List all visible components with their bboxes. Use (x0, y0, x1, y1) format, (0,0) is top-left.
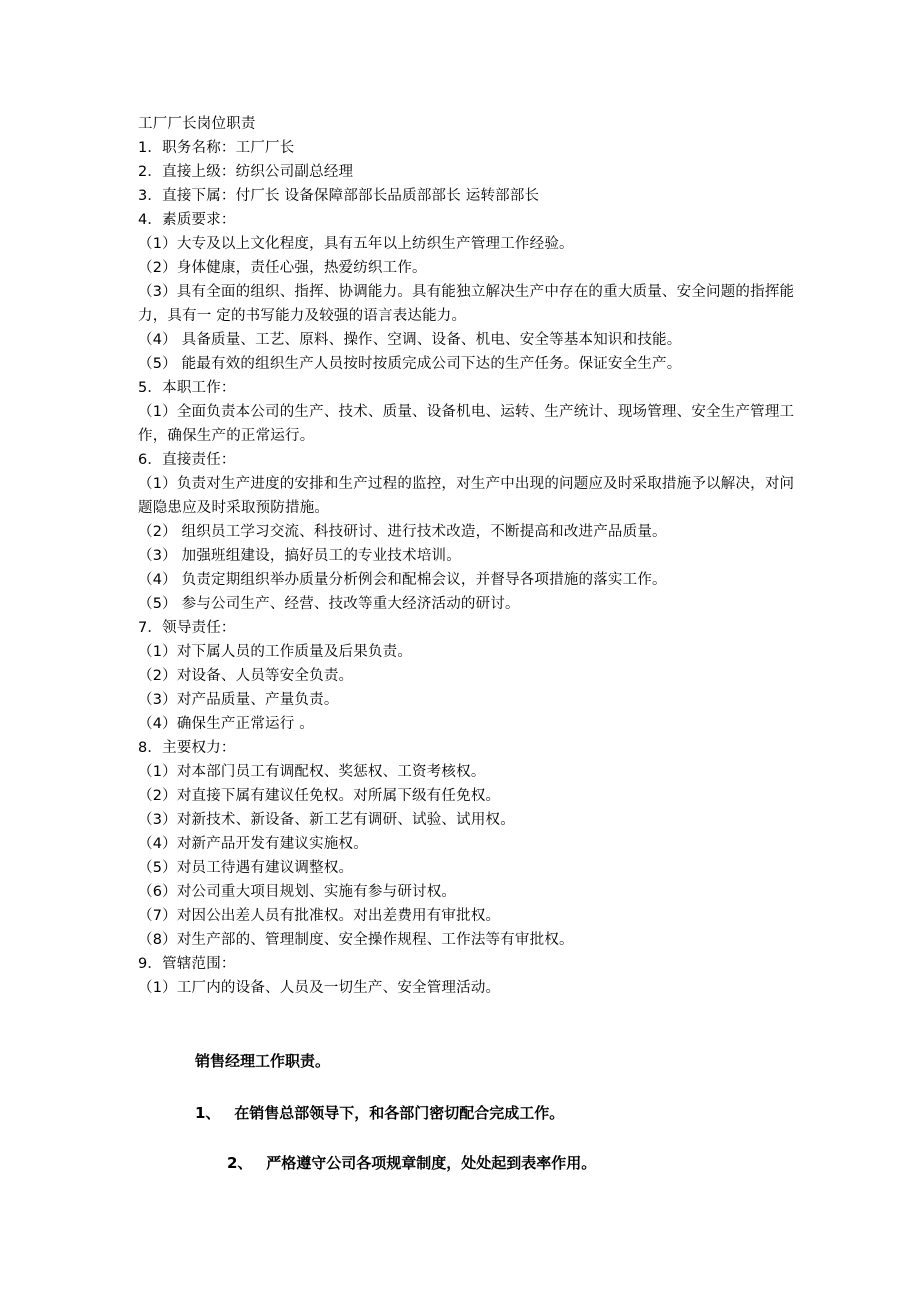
item-number: 2、 (227, 1154, 253, 1172)
doc-line: （4） 具备质量、工艺、原料、操作、空调、设备、机电、安全等基本知识和技能。 (138, 332, 682, 348)
item-text: 在销售总部领导下，和各部门密切配合完成工作。 (234, 1104, 565, 1122)
doc-line: （7）对因公出差人员有批准权。对出差费用有审批权。 (138, 908, 501, 924)
doc-line: （3） 加强班组建设，搞好员工的专业技术培训。 (138, 548, 461, 564)
doc-line: 4．素质要求： (138, 212, 236, 228)
doc-line: （4）确保生产正常运行 。 (138, 716, 314, 732)
doc-line: 9．管辖范围： (138, 956, 236, 972)
doc-line: （2）对直接下属有建议任免权。对所属下级有任免权。 (138, 788, 501, 804)
doc-line: 8．主要权力： (138, 740, 236, 756)
doc-line: （5） 参与公司生产、经营、技改等重大经济活动的研讨。 (138, 596, 520, 612)
doc-line: 2．直接上级：纺织公司副总经理 (138, 164, 354, 180)
doc-line: （4）对新产品开发有建议实施权。 (138, 836, 368, 852)
doc-line: （2）身体健康，责任心强，热爱纺织工作。 (138, 260, 427, 276)
doc-line: （3）具有全面的组织、指挥、协调能力。具有能独立解决生产中存在的重大质量、安全问题的指挥能力，具有一 定的书写能力及较强的语言表达能力。 (138, 284, 795, 324)
factory-director-duties (138, 112, 798, 1000)
item-text: 严格遵守公司各项规章制度，处处起到表率作用。 (266, 1154, 597, 1172)
doc-line: （1）全面负责本公司的生产、技术、质量、设备机电、运转、生产统计、现场管理、安全生产管理工作，确保生产的正常运行。 (138, 404, 795, 444)
doc-line: （4） 负责定期组织举办质量分析例会和配棉会议，并督导各项措施的落实工作。 (138, 572, 667, 588)
doc-line: 1．职务名称：工厂厂长 (138, 140, 295, 156)
doc-line: 6．直接责任： (138, 452, 236, 468)
doc-line: （6）对公司重大项目规划、实施有参与研讨权。 (138, 884, 457, 900)
doc-line: （1）大专及以上文化程度，具有五年以上纺织生产管理工作经验。 (138, 236, 574, 252)
section-title: 销售经理工作职责。 (195, 1052, 331, 1070)
doc-line: （2）对设备、人员等安全负责。 (138, 668, 354, 684)
doc-line: （1）对下属人员的工作质量及后果负责。 (138, 644, 413, 660)
doc-line: 7．领导责任： (138, 620, 236, 636)
doc-line: （3）对新技术、新设备、新工艺有调研、试验、试用权。 (138, 812, 515, 828)
duty-item (195, 1102, 564, 1123)
doc-title: 工厂厂长岗位职责 (138, 116, 256, 132)
doc-line: 3．直接下属：付厂长 设备保障部部长品质部部长 运转部部长 (138, 188, 540, 204)
doc-line: （1）对本部门员工有调配权、奖惩权、工资考核权。 (138, 764, 486, 780)
doc-line: （3）对产品质量、产量负责。 (138, 692, 339, 708)
doc-line: （1）负责对生产进度的安排和生产过程的监控，对生产中出现的问题应及时采取措施予以解决，对问题隐患应及时采取预防措施。 (138, 476, 795, 516)
item-number: 1、 (195, 1104, 221, 1122)
doc-line: （5） 能最有效的组织生产人员按时按质完成公司下达的生产任务。保证安全生产。 (138, 356, 682, 372)
duty-item (227, 1152, 596, 1173)
doc-line: （1）工厂内的设备、人员及一切生产、安全管理活动。 (138, 980, 501, 996)
doc-line: （5）对员工待遇有建议调整权。 (138, 860, 354, 876)
doc-line: （8）对生产部的、管理制度、安全操作规程、工作法等有审批权。 (138, 932, 574, 948)
doc-line: 5．本职工作： (138, 380, 236, 396)
doc-line: （2） 组织员工学习交流、科技研讨、进行技术改造，不断提高和改进产品质量。 (138, 524, 667, 540)
